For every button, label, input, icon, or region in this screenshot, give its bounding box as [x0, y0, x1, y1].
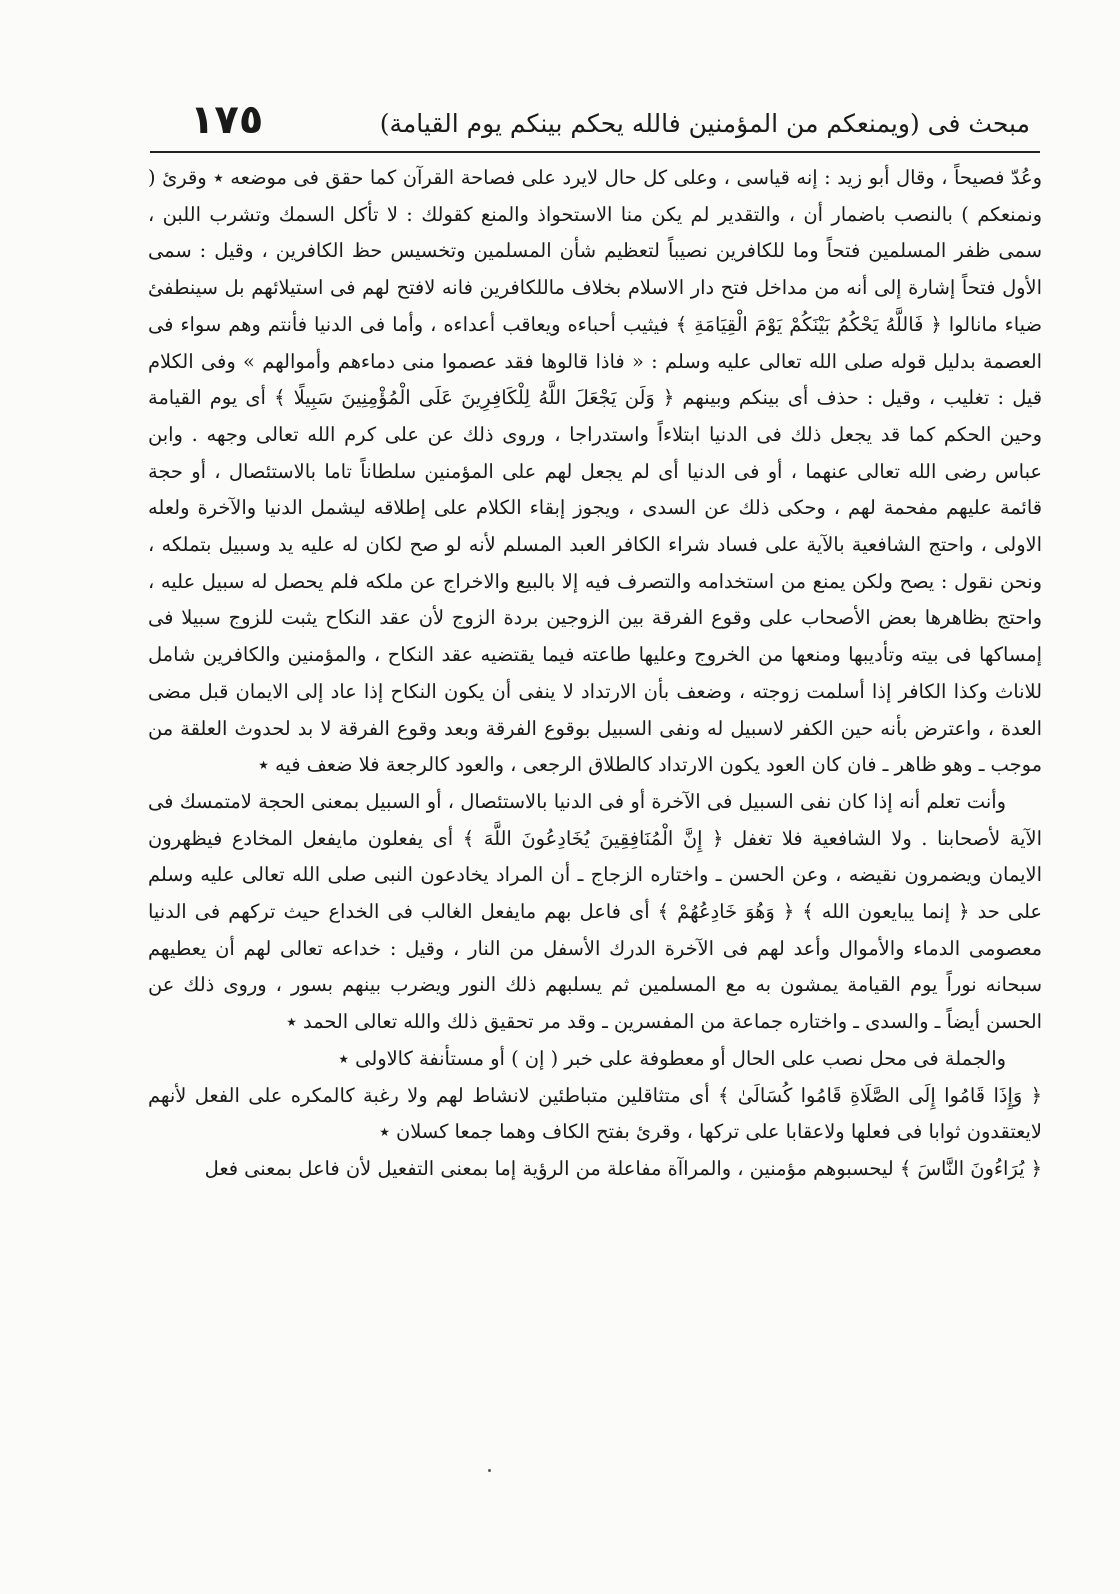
body-text: [148, 160, 1042, 1188]
paragraph: ﴿ يُرَاءُونَ النَّاسَ ﴾ ليحسبوهم مؤمنين ، والمراآة مفاعلة من الرؤية إما بمعنى التفعيل لأن فاعل بمعنى فعل: [204, 1156, 1042, 1180]
paragraph: وأنت تعلم أنه إذا كان نفى السبيل فى الآخرة أو فى الدنيا بالاستئصال ، أو السبيل بمعنى الحجة لامتمسك فى الآية لأصحابنا . ولا الشافعية فلا تغفل ﴿ إِنَّ الْمُنَافِقِينَ يُخَادِعُونَ اللَّهَ ﴾ أى يفعلون مايفعل المخادع فيظهرون الايمان ويضمرون نقيضه ، وعن الحسن ـ واختاره الزجاج ـ أن المراد يخادعون النبى صلى الله تعالى عليه وسلم على حد ﴿ إنما يبايعون الله ﴾ ﴿ وَهُوَ خَادِعُهُمْ ﴾ أى فاعل بهم مايفعل الغالب فى الخداع حيث تركهم فى الدنيا معصومى الدماء والأموال وأعد لهم فى الآخرة الدرك الأسفل من النار ، وقيل : خداعه تعالى لهم أن يعطيهم سبحانه نوراً يوم القيامة يمشون به مع المسلمين ثم يسلبهم ذلك النور ويضرب بينهم بسور ، وروى ذلك عن الحسن أيضاً ـ والسدى ـ واختاره جماعة من المفسرين ـ وقد مر تحقيق ذلك والله تعالى الحمد ٭: [148, 789, 1042, 1034]
paragraph: والجملة فى محل نصب على الحال أو معطوفة على خبر ( إن ) أو مستأنفة كالاولى ٭: [338, 1046, 1006, 1070]
page-number: ١٧٥: [190, 97, 264, 143]
header-rule: [150, 151, 1040, 153]
page-header: [148, 96, 1042, 154]
paragraph: ﴿ وَإِذَا قَامُوا إِلَى الصَّلَاةِ قَامُوا كُسَالَىٰ ﴾ أى متثاقلين متباطئين لانشاط لهم ولا رغبة كالمكره على الفعل لأنهم لايعتقدون ثوابا فى فعلها ولاعقابا على تركها ، وقرئ بفتح الكاف وهما جمعا كسلان ٭: [148, 1083, 1042, 1144]
paragraph: وعُدّ فصيحاً ، وقال أبو زيد : إنه قياسى ، وعلى كل حال لايرد على فصاحة القرآن كما حقق فى موضعه ٭ وقرئ ( ونمنعكم ) بالنصب باضمار أن ، والتقدير لم يكن منا الاستحواذ والمنع كقولك : لا تأكل السمك وتشرب اللبن ، سمى ظفر المسلمين فتحاً وما للكافرين نصيباً لتعظيم شأن المسلمين وتخسيس حظ الكافرين ، وقيل : سمى الأول فتحاً إشارة إلى أنه من مداخل فتح دار الاسلام بخلاف ماللكافرين فانه لافتح لهم فى استيلائهم بل سينطفئ ضياء مانالوا ﴿ فَاللَّهُ يَحْكُمُ بَيْنَكُمْ يَوْمَ الْقِيَامَةِ ﴾ فيثيب أحباءه ويعاقب أعداءه ، وأما فى الدنيا فأنتم وهم سواء فى العصمة بدليل قوله صلى الله تعالى عليه وسلم : « فاذا قالوها فقد عصموا منى دماءهم وأموالهم » وفى الكلام قيل : تغليب ، وقيل : حذف أى بينكم وبينهم ﴿ وَلَن يَجْعَلَ اللَّهُ لِلْكَافِرِينَ عَلَى الْمُؤْمِنِينَ سَبِيلًا ﴾ أى يوم القيامة وحين الحكم كما قد يجعل ذلك فى الدنيا ابتلاءاً واستدراجا ، وروى ذلك عن على كرم الله تعالى وجهه . وابن عباس رضى الله تعالى عنهما ، أو فى الدنيا أى لم يجعل لهم على المؤمنين سلطاناً تاما بالاستئصال ، أو حجة قائمة عليهم مفحمة لهم ، وحكى ذلك عن السدى ، ويجوز إبقاء الكلام على إطلاقه ليشمل الدنيا والآخرة ولعله الاولى ، واحتج الشافعية بالآية على فساد شراء الكافر العبد المسلم لأنه لو صح لكان له عليه يد وسبيل بتملكه ، ونحن نقول : يصح ولكن يمنع من استخدامه والتصرف فيه إلا بالبيع والاخراج عن ملكه فلم يحصل له سبيل عليه ، واحتج بظاهرها بعض الأصحاب على وقوع الفرقة بين الزوجين بردة الزوج لأن عقد النكاح يثبت للزوج سبيلا فى إمساكها فى بيته وتأديبها ومنعها من الخروج وعليها طاعته فيما يقتضيه عقد النكاح ، والمؤمنين والكافرين شامل للاناث وكذا الكافر إذا أسلمت زوجته ، وضعف بأن الارتداد لا ينفى أن يكون النكاح إذا عاد إلى الايمان قبل مضى العدة ، واعترض بأنه حين الكفر لاسبيل له ونفى السبيل بوقوع الفرقة وبعد وقوع الفرقة لا بد لحدوث العلقة من موجب ـ وهو ظاهر ـ فان كان العود يكون الارتداد كالطلاق الرجعى ، والعود كالرجعة فلا ضعف فيه ٭: [148, 166, 1042, 777]
ink-speck: [488, 1469, 491, 1472]
running-title: مبحث فى (ويمنعكم من المؤمنين فالله يحكم بينكم يوم القيامة): [379, 109, 1030, 138]
